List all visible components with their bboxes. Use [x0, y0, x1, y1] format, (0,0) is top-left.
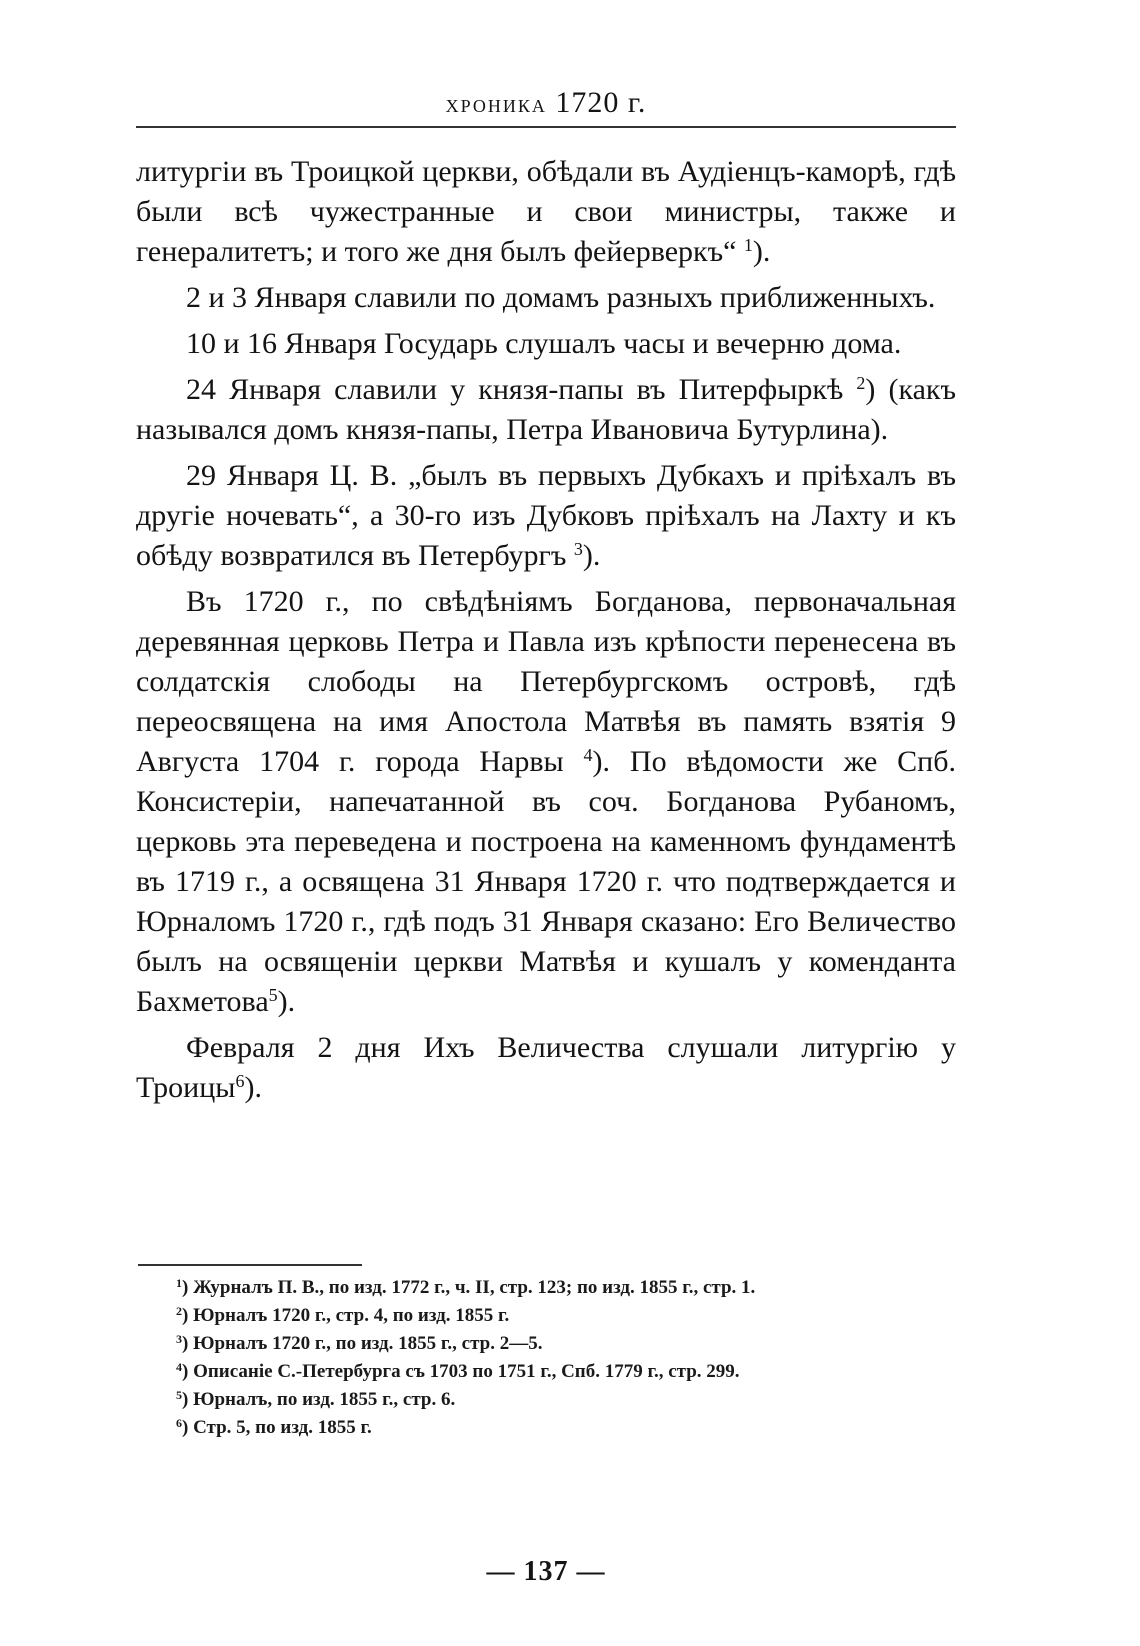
footnote	[176, 1358, 966, 1386]
paragraph-text: ) (какъ назывался домъ князя-папы, Петра Ивановича Бутурлина).	[136, 373, 956, 446]
footnote-mark: 1	[176, 1276, 182, 1290]
paragraph-text: 2 и 3 Января славили по домамъ разныхъ приближенныхъ.	[186, 281, 936, 314]
footnote-ref: 3	[573, 539, 583, 559]
paragraph-text: ).	[244, 1071, 262, 1104]
paragraph	[136, 582, 956, 1022]
running-head-title: хроника	[445, 89, 547, 118]
paragraph-text: Въ 1720 г., по свѣдѣніямъ Богданова, первоначальная деревянная церковь Петра и Павла изъ крѣпости перенесена въ солдатскія слободы на Петербургскомъ островѣ, гдѣ переосвящена на имя Апостола Матвѣя въ память взятія 9 Августа 1704 г. города Нарвы	[136, 585, 956, 778]
paragraph	[136, 278, 956, 318]
footnote-text: ) Журналъ П. В., по изд. 1772 г., ч. II, стр. 123; по изд. 1855 г., стр. 1.	[182, 1277, 756, 1298]
paragraph	[136, 1028, 956, 1108]
footnotes	[176, 1274, 966, 1442]
paragraph-text: 29 Января Ц. В. „былъ въ первыхъ Дубкахъ и пріѣхалъ въ другіе ночевать“, а 30-го изъ Дубковъ пріѣхалъ на Лахту и къ обѣду возвратился въ Петербургъ	[136, 459, 956, 572]
running-header	[136, 86, 956, 120]
paragraph-text: ). По вѣдомости же Спб. Консистеріи, напечатанной въ соч. Богданова Рубаномъ, церковь эта переведена и построена на каменномъ фундаментѣ въ 1719 г., а освящена 31 Января 1720 г. что подтверждается и Юрналомъ 1720 г., гдѣ подъ 31 Января сказано: Его Величество былъ на освященіи церкви Матвѣя и кушалъ у коменданта Бахметова	[136, 745, 956, 1018]
footnote	[176, 1274, 966, 1302]
footnote-ref: 5	[268, 985, 278, 1005]
paragraph	[136, 152, 956, 272]
paragraph	[136, 324, 956, 364]
footnote	[176, 1302, 966, 1330]
footnote	[176, 1386, 966, 1414]
footnote-ref: 2	[856, 373, 866, 393]
footnote-mark: 3	[176, 1332, 182, 1346]
header-rule	[136, 126, 956, 128]
paragraph-text: Февраля 2 дня Ихъ Величества слушали литургію у Троицы	[136, 1031, 956, 1104]
paragraph-text: ).	[752, 235, 771, 268]
footnote-text: ) Юрналъ, по изд. 1855 г., стр. 6.	[182, 1389, 456, 1410]
footnote-ref: 6	[235, 1071, 245, 1091]
paragraph	[136, 456, 956, 576]
running-head-year: 1720 г.	[555, 86, 647, 119]
footnote-ref: 1	[743, 235, 753, 255]
footnote-mark: 2	[176, 1304, 182, 1318]
footnote-text: ) Юрналъ 1720 г., стр. 4, по изд. 1855 г.	[182, 1305, 510, 1326]
paragraph	[136, 370, 956, 450]
main-text	[136, 152, 956, 1114]
paragraph-text: 10 и 16 Января Государь слушалъ часы и вечерню дома.	[186, 327, 902, 360]
footnote-mark: 4	[176, 1360, 182, 1374]
page-number: — 137 —	[486, 1556, 606, 1587]
footnote-ref: 4	[583, 745, 593, 765]
footnote-text: ) Стр. 5, по изд. 1855 г.	[182, 1417, 372, 1438]
paragraph-text: 24 Января славили у князя-папы въ Питерфыркѣ	[186, 373, 857, 406]
footnote-text: ) Описаніе С.-Петербурга съ 1703 по 1751 г., Спб. 1779 г., стр. 299.	[182, 1361, 740, 1382]
footnote-mark: 5	[176, 1388, 182, 1402]
footnote	[176, 1414, 966, 1442]
paragraph-text: ).	[582, 539, 601, 572]
footnote	[176, 1330, 966, 1358]
footnote-rule	[138, 1264, 362, 1266]
paragraph-text: литургіи въ Троицкой церкви, обѣдали въ Аудіенцъ-каморѣ, гдѣ были всѣ чужестранные и свои министры, также и генералитетъ; и того же дня былъ фейерверкъ“	[136, 155, 956, 268]
footnote-text: ) Юрналъ 1720 г., по изд. 1855 г., стр. 2—5.	[182, 1333, 543, 1354]
paragraph-text: ).	[277, 985, 296, 1018]
footnote-mark: 6	[176, 1416, 182, 1430]
